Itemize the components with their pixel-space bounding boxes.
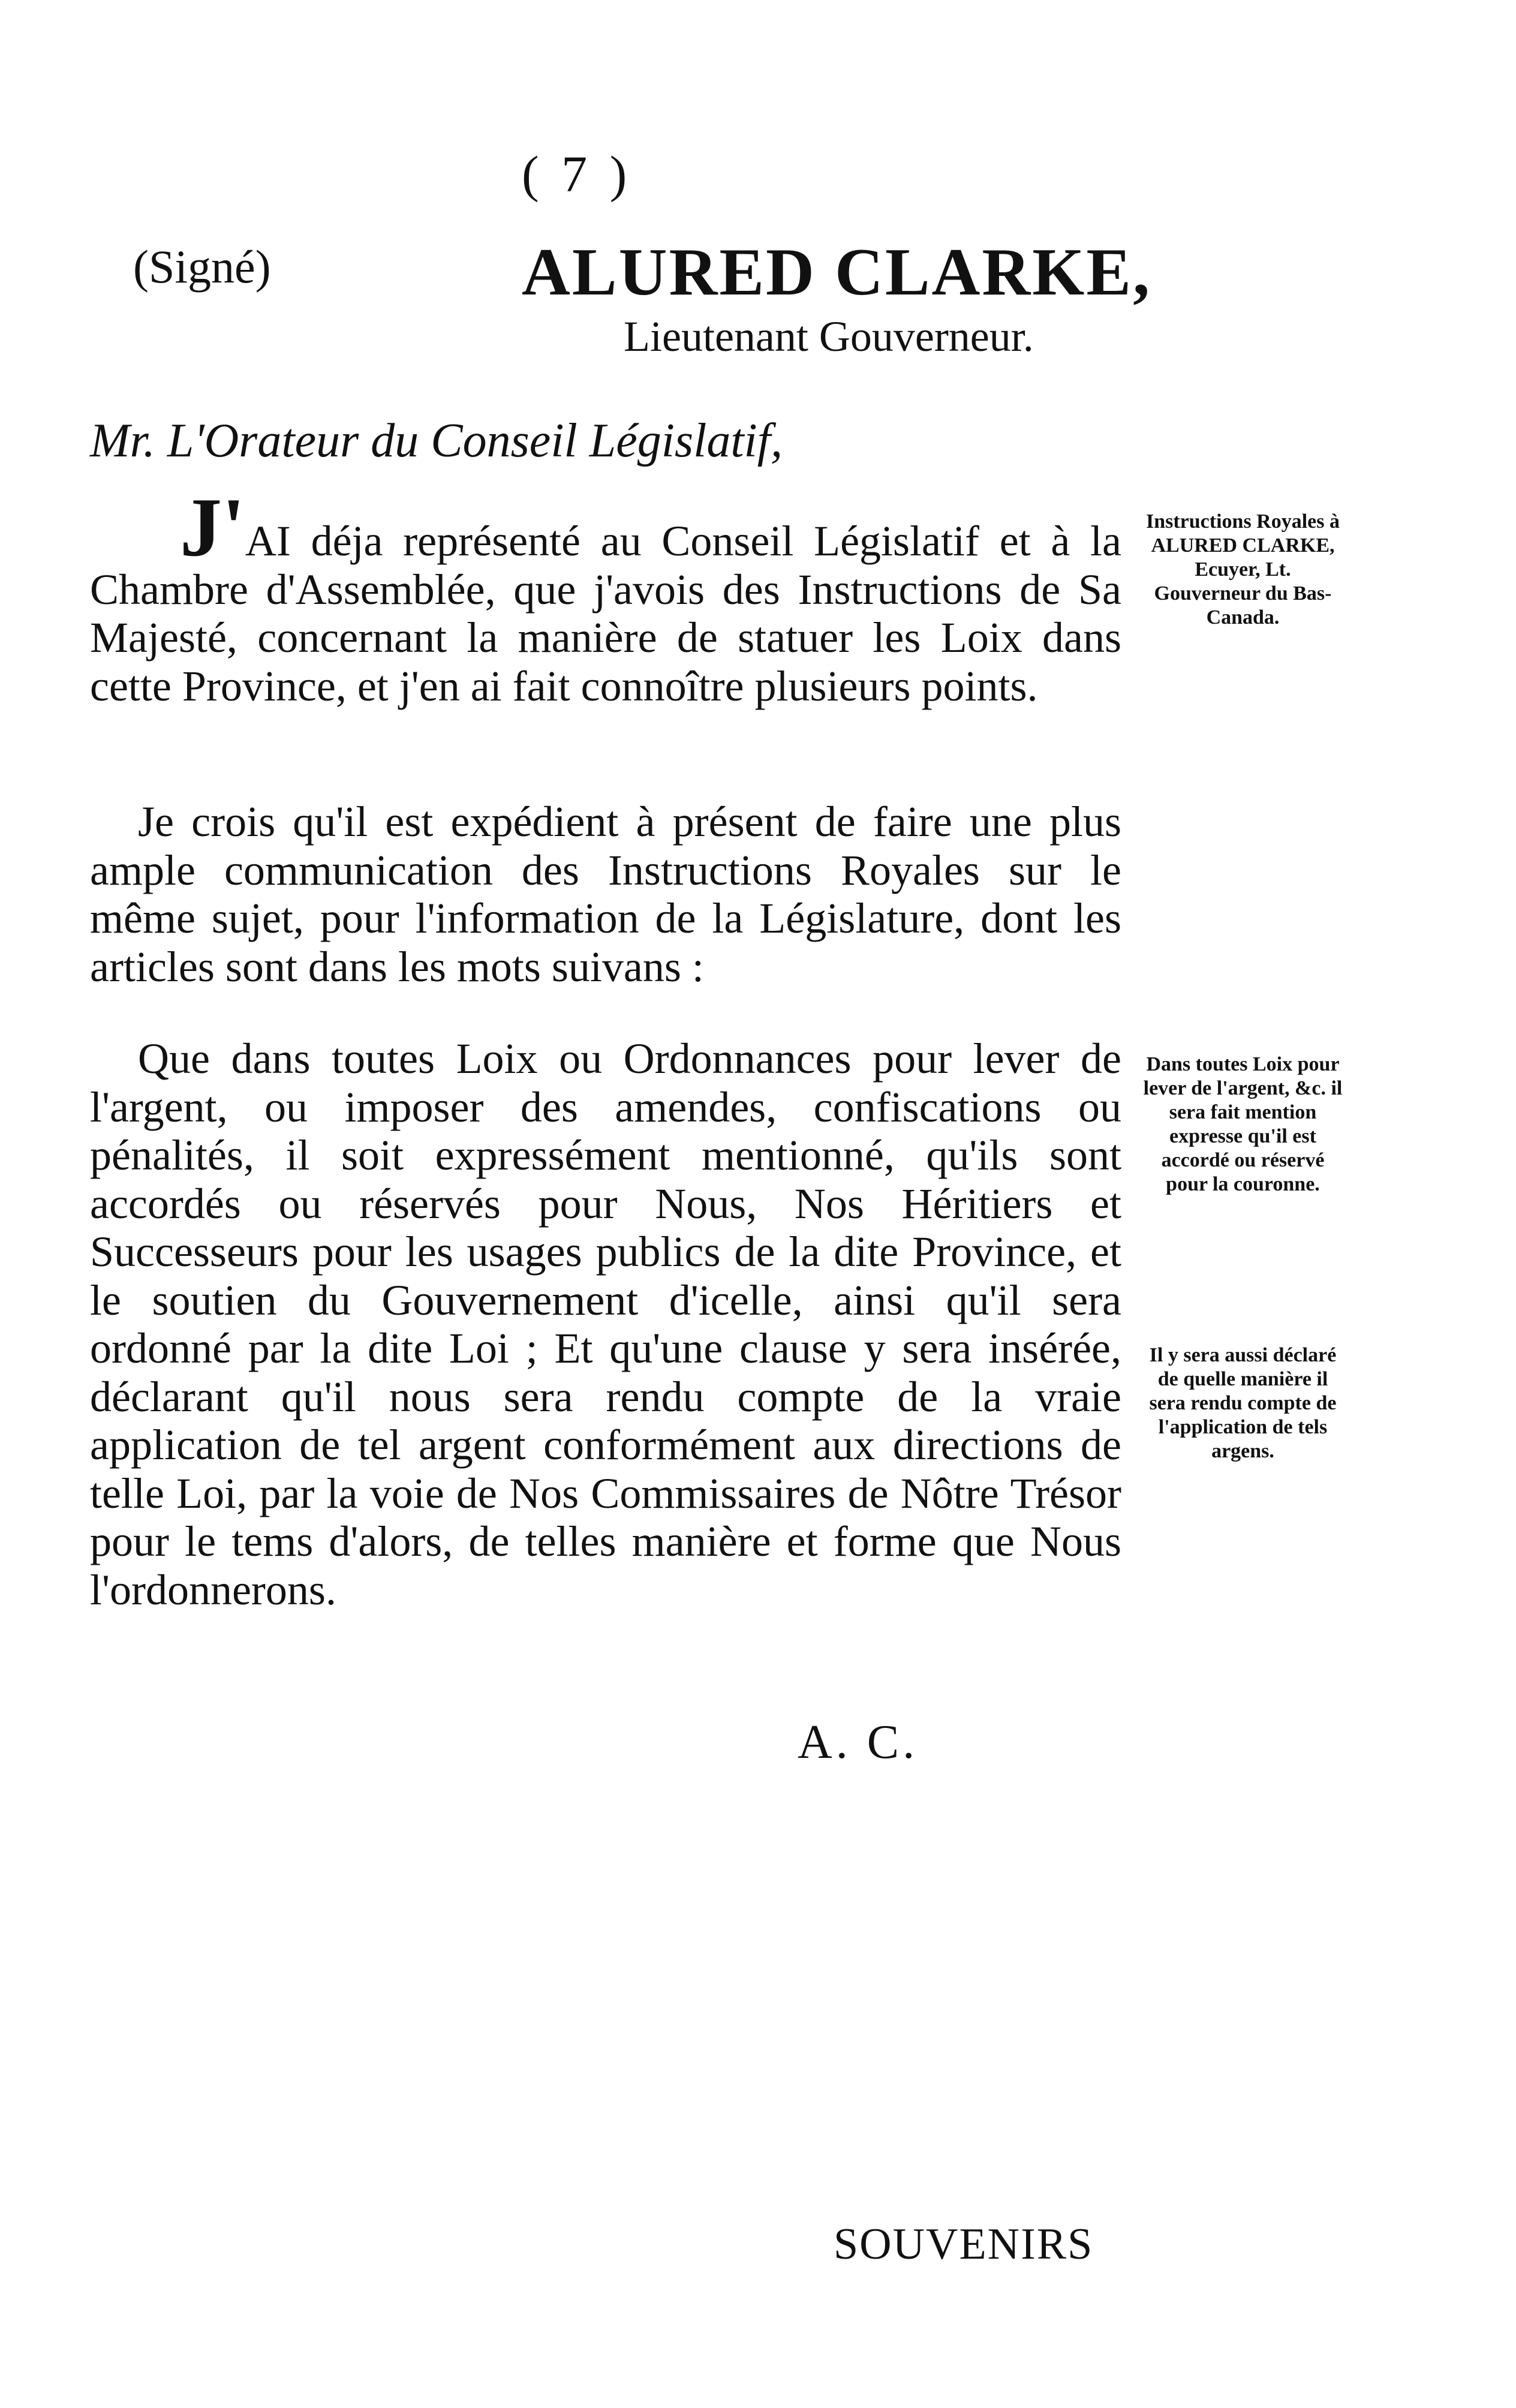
page-number: ( 7 ) [522,145,632,203]
paragraph-3: Que dans toutes Loix ou Ordonnances pour lever de l'argent, ou imposer des amendes, confiscations ou pénalités, il soit expressément mentionné, qu'ils sont accordés ou réservés pour Nous, Nos Héritiers et Successeurs pour les usages publics de la dite Province, et le soutien du Gouvernement d'icelle, ainsi qu'il sera ordonné par la dite Loi ; Et qu'une clause y sera insérée, déclarant qu'il nous sera rendu compte de la vraie application de tel argent conformément aux directions de telle Loi, par la voie de Nos Commissaires de Nôtre Trésor pour le tems d'alors, de telles manière et forme que Nous l'ordonnerons. [90,1035,1121,1614]
margin-note-3: Il y sera aussi déclaré de quelle manière il sera rendu compte de l'application de tels argens. [1149,1344,1337,1462]
signatory-title: Lieutenant Gouverneur. [624,312,1034,360]
margin-note-2: Dans toutes Loix pour lever de l'argent, &c. il sera fait mention expresse qu'il est accordé ou réservé pour la couronne. [1143,1053,1343,1195]
signe-label: (Signé) [133,241,271,293]
margin-note-1: Instructions Royales à ALURED CLARKE, Ecuyer, Lt. Gouverneur du Bas-Canada. [1145,510,1340,629]
signatory-name: ALURED CLARKE, [522,235,1152,309]
catchword: SOUVENIRS [834,2220,1094,2269]
initials: A. C. [798,1716,919,1769]
paragraph-1: J'AI déja représenté au Conseil Législatif et à la Chambre d'Assemblée, que j'avois des Instructions de Sa Majesté, concernant la manière de statuer les Loix dans cette Province, et j'en ai fait connoître plusieurs points. [90,481,1121,710]
salutation: Mr. L'Orateur du Conseil Législatif, [90,414,783,467]
paragraph-2: Je crois qu'il est expédient à présent de faire une plus ample communication des Instructions Royales sur le même sujet, pour l'information de la Législature, dont les articles sont dans les mots suivans : [90,798,1121,991]
